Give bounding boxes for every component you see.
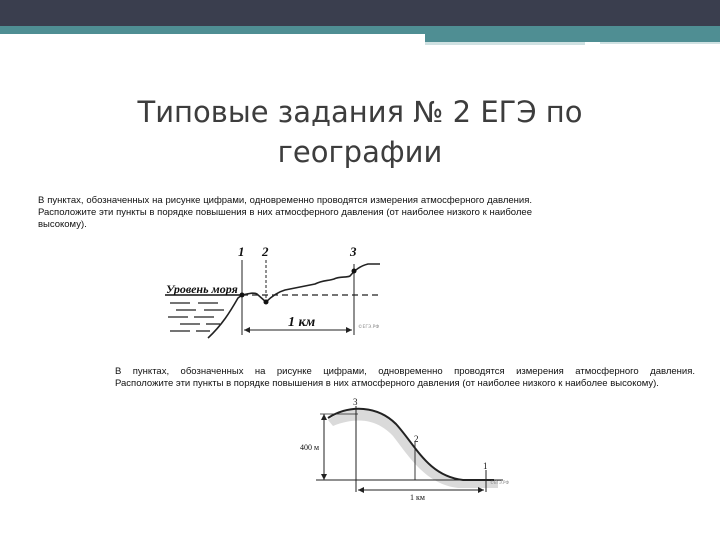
watermark: ©ЕГЭ.РФ: [490, 480, 509, 485]
task-2-line-2: Расположите эти пункты в порядке повышения в них атмосферного давления (от наиболее низкого к наиболее высокому).: [115, 378, 659, 389]
task-1-line-2: Расположите эти пункты в порядке повышения в них атмосферного давления (от наиболее низкого к наиболее высокому).: [38, 207, 532, 230]
header-accent-bar: [0, 26, 720, 34]
task-1-text: [38, 195, 532, 231]
header-accent-line: [425, 42, 585, 45]
slope-shading: [328, 409, 498, 488]
point-1: [240, 293, 245, 298]
task-2-line-1: В пунктах, обозначенных на рисунке цифрами, одновременно проводятся измерения атмосферного давления.: [115, 366, 695, 377]
header-bar: [0, 0, 720, 26]
point-label-2: 2: [414, 434, 419, 444]
distance-label: 1 км: [288, 315, 316, 330]
task-2-text: [115, 366, 695, 390]
header-accent-line-2: [600, 42, 720, 44]
task-2-figure: [298, 396, 518, 506]
watermark: ©ЕГЭ.РФ: [358, 325, 380, 330]
distance-label: 1 км: [410, 493, 425, 502]
point-label-3: 3: [353, 397, 358, 407]
sea-level-label: Уровень моря: [166, 282, 238, 296]
slide-title: Типовые задания № 2 ЕГЭ по географии: [137, 95, 583, 169]
height-label: 400 м: [300, 443, 320, 452]
point-label-3: 3: [350, 244, 357, 259]
task-1-line-1: В пунктах, обозначенных на рисунке цифрами, одновременно проводятся измерения атмосферного давления.: [38, 195, 532, 206]
point-2: [264, 300, 269, 305]
task-1-figure: [160, 240, 390, 340]
point-3: [352, 269, 357, 274]
point-label-2: 2: [262, 244, 269, 259]
point-label-1: 1: [238, 244, 245, 259]
header-accent-stripe: [425, 34, 720, 42]
water-hatching: [168, 303, 224, 331]
point-label-1: 1: [483, 461, 488, 471]
